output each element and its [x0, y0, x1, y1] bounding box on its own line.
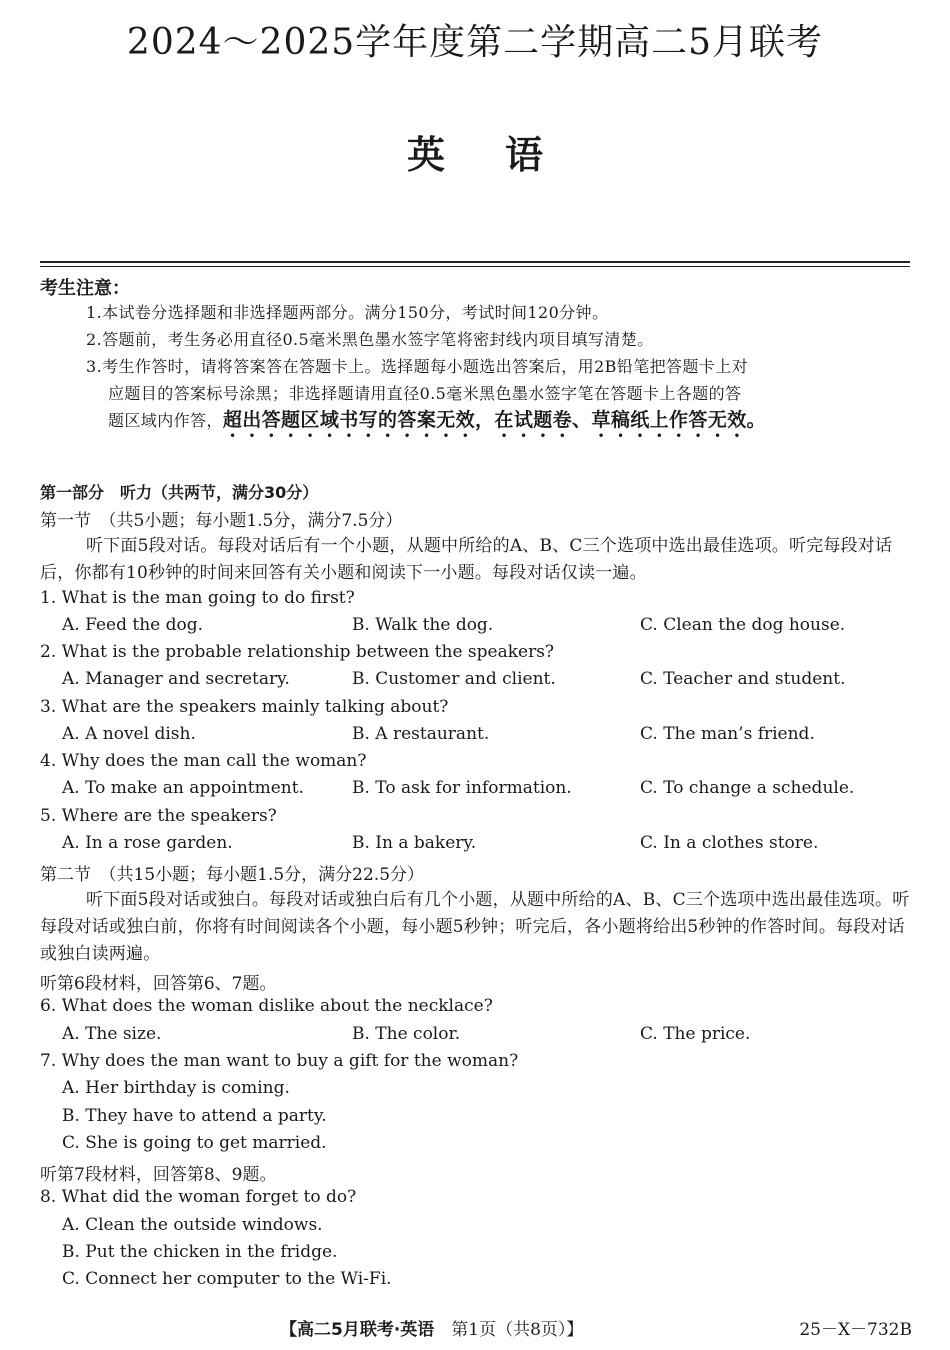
notice-item-3-line2: 应题目的答案标号涂黑；非选择题请用直径0.5毫米黑色墨水签字笔在答题卡上各题的答 [108, 384, 742, 403]
q7-option-b: B. They have to attend a party. [62, 1106, 327, 1126]
q3-option-a: A. A novel dish. [62, 724, 196, 744]
q2-option-c: C. Teacher and student. [640, 669, 846, 689]
q8-option-b: B. Put the chicken in the fridge. [62, 1242, 338, 1262]
q6-option-c: C. The price. [640, 1024, 751, 1044]
question-3: 3. What are the speakers mainly talking about? [40, 697, 449, 717]
notice-item-1: 1.本试卷分选择题和非选择题两部分。满分150分，考试时间120分钟。 [86, 303, 609, 322]
section2-instructions: 听下面5段对话或独白。每段对话或独白后有几个小题，从题中所给的A、B、C三个选项中选出最佳选项。听每段对话或独白前，你将有时间阅读各个小题，每小题5秒钟；听完后，各小题将给出5秒钟的作答时间。每段对话或独白读两遍。 [40, 890, 910, 964]
footer-exam-code: 25－X－732B [799, 1320, 912, 1340]
material-7-note: 听第7段材料，回答第8、9题。 [40, 1165, 277, 1185]
notice-item-3-line1: 3.考生作答时，请将答案答在答题卡上。选择题每小题选出答案后，用2B铅笔把答题卡上对 [86, 357, 749, 376]
notice-item-3-line3 [86, 407, 912, 442]
section2-heading: 第二节 （共15小题；每小题1.5分，满分22.5分） [40, 865, 425, 885]
q8-option-c: C. Connect her computer to the Wi-Fi. [62, 1269, 392, 1289]
footer-page-info [280, 1315, 583, 1340]
question-5: 5. Where are the speakers? [40, 806, 277, 826]
q7-option-a: A. Her birthday is coming. [62, 1078, 290, 1098]
section1-instructions: 听下面5段对话。每段对话后有一个小题，从题中所给的A、B、C三个选项中选出最佳选项。听完每段对话后，你都有10秒钟的时间来回答有关小题和阅读下一小题。每段对话仅读一遍。 [40, 536, 893, 583]
header-divider-thick [40, 261, 910, 263]
question-7: 7. Why does the man want to buy a gift for the woman? [40, 1051, 519, 1071]
q4-option-c: C. To change a schedule. [640, 778, 855, 798]
question-6: 6. What does the woman dislike about the necklace? [40, 996, 493, 1016]
q1-option-b: B. Walk the dog. [352, 615, 494, 635]
subject-title: 英语 [406, 133, 603, 177]
notice-heading: 考生注意： [40, 278, 130, 299]
q1-option-a: A. Feed the dog. [62, 615, 204, 635]
q3-option-c: C. The man’s friend. [640, 724, 815, 744]
q5-option-a: A. In a rose garden. [62, 833, 233, 853]
material-6-note: 听第6段材料，回答第6、7题。 [40, 974, 277, 994]
part1-heading: 第一部分 听力（共两节，满分30分） [40, 483, 319, 502]
q3-option-b: B. A restaurant. [352, 724, 490, 744]
header-divider-thin [40, 266, 910, 267]
q2-option-a: A. Manager and secretary. [62, 669, 290, 689]
notice-emphasis: 超出答题区域书写的答案无效，在试题卷、草稿纸上作答无效。 [222, 409, 767, 431]
page-title: 2024～2025学年度第二学期高二5月联考 [126, 22, 824, 63]
question-8: 8. What did the woman forget to do? [40, 1187, 357, 1207]
footer-subject: 英语 [400, 1320, 435, 1340]
q1-option-c: C. Clean the dog house. [640, 615, 846, 635]
notice-item-2: 2.答题前，考生务必用直径0.5毫米黑色墨水签字笔将密封线内项目填写清楚。 [86, 330, 654, 349]
question-2: 2. What is the probable relationship between the speakers? [40, 642, 555, 662]
q5-option-c: C. In a clothes store. [640, 833, 819, 853]
question-1: 1. What is the man going to do first? [40, 588, 355, 608]
notice-item-3-plain: 题区域内作答， [108, 411, 223, 430]
footer-exam-label: 【高二5月联考· [280, 1320, 401, 1340]
q6-option-b: B. The color. [352, 1024, 461, 1044]
q7-option-c: C. She is going to get married. [62, 1133, 327, 1153]
q4-option-b: B. To ask for information. [352, 778, 572, 798]
q6-option-a: A. The size. [62, 1024, 162, 1044]
q4-option-a: A. To make an appointment. [62, 778, 304, 798]
section1-heading: 第一节 （共5小题；每小题1.5分，满分7.5分） [40, 511, 403, 531]
q8-option-a: A. Clean the outside windows. [62, 1215, 323, 1235]
notice-item-3 [86, 353, 912, 442]
footer-page-number: 第1页（共8页）】 [434, 1320, 584, 1340]
q2-option-b: B. Customer and client. [352, 669, 556, 689]
question-4: 4. Why does the man call the woman? [40, 751, 367, 771]
q5-option-b: B. In a bakery. [352, 833, 477, 853]
